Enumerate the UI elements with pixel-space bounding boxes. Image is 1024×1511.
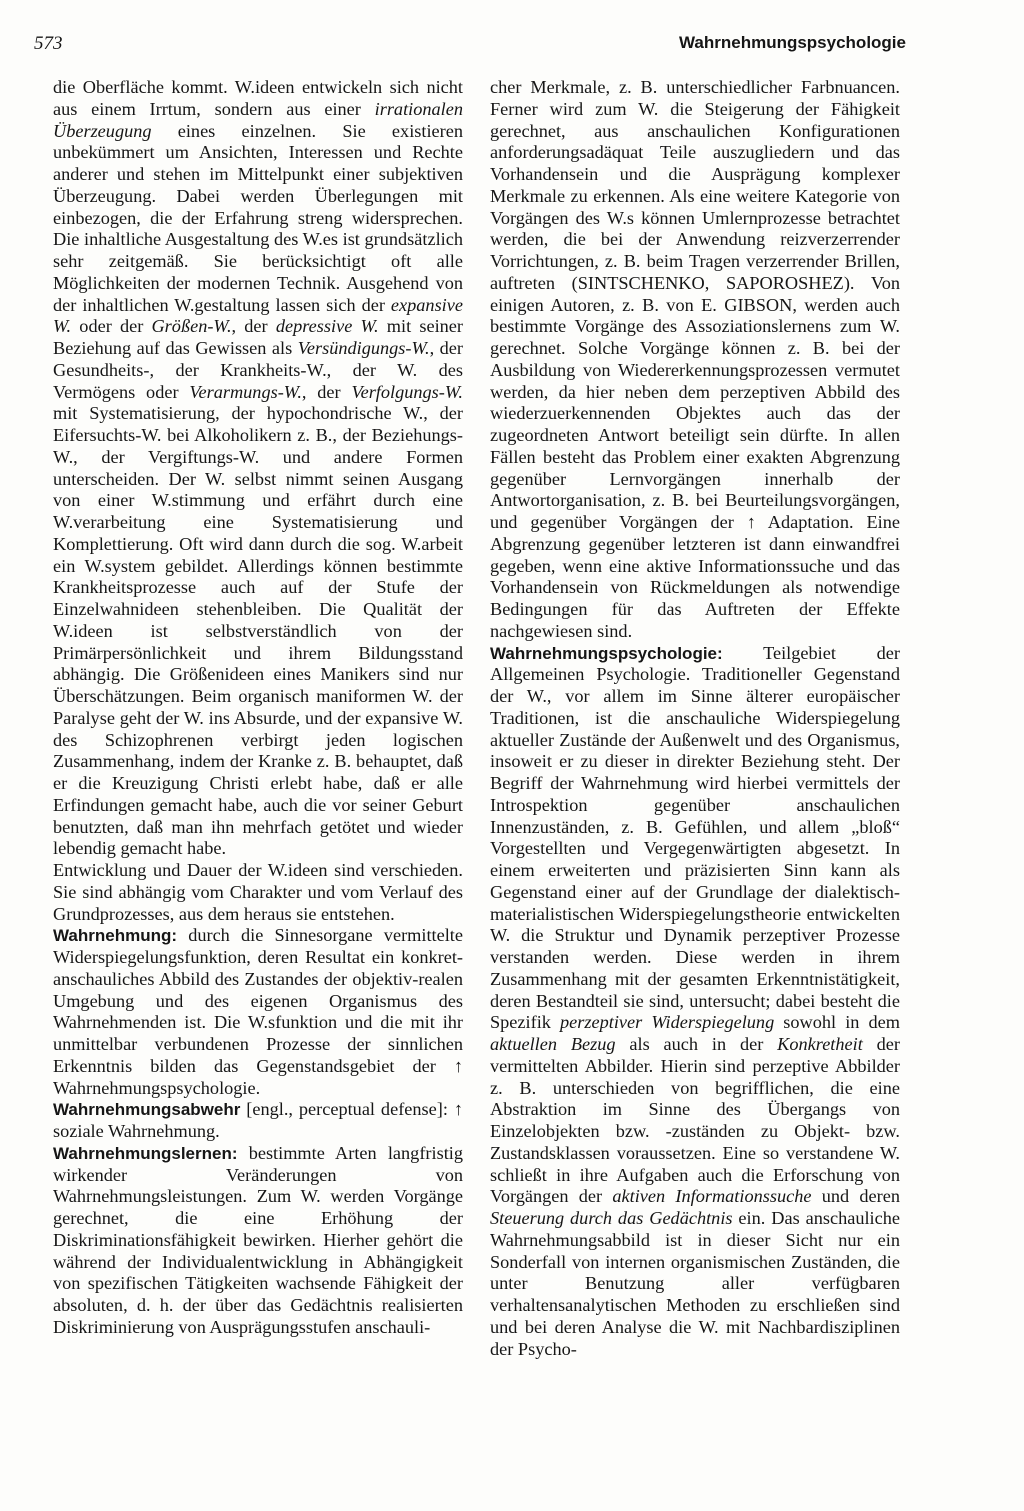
headword: Wahrnehmungsabwehr bbox=[53, 1100, 241, 1120]
italic-term: Steuerung durch das Gedächtnis bbox=[490, 1208, 733, 1228]
text-run: oder der bbox=[71, 316, 152, 337]
text-run: mit seiner Beziehung auf das Gewissen als bbox=[53, 316, 463, 358]
headword: Wahrnehmung: bbox=[53, 926, 178, 946]
text-run: ein. Das anschauliche Wahrnehmungsabbild ist in dieser Sicht nur ein Sonderfall von internen organismischen Zuständen, die unter Benutzung aller verfügbaren verhaltensanalytischen Methoden zu erschließen sind und bei deren Analyse die W. mit Nachbardisziplinen der Psycho- bbox=[490, 1208, 901, 1359]
text-run: sowohl in dem bbox=[774, 1012, 900, 1033]
entry-wahrnehmungspsychologie bbox=[490, 643, 900, 1361]
italic-term: Größen-W. bbox=[151, 316, 232, 337]
italic-term: irrationalen Überzeugung bbox=[53, 98, 463, 141]
italic-term: expansive W. bbox=[53, 294, 463, 337]
entry-wahrnehmungslernen bbox=[53, 1143, 463, 1339]
italic-term: aktiven Informationssuche bbox=[612, 1186, 812, 1207]
italic-term: aktuellen Bezug bbox=[490, 1034, 616, 1054]
italic-term: depressive W. bbox=[275, 316, 379, 337]
headword: Wahrnehmungspsychologie: bbox=[490, 643, 723, 663]
running-head: Wahrnehmungspsychologie bbox=[678, 33, 906, 52]
headword: Wahrnehmungslernen: bbox=[53, 1143, 238, 1163]
text-run: als auch in der bbox=[615, 1034, 778, 1054]
text-run: , der bbox=[301, 381, 352, 402]
text-run: und deren bbox=[811, 1186, 900, 1207]
italic-term: Verfolgungs-W. bbox=[351, 381, 463, 402]
text-run: mit Systematisierung, der hypochondrische W., der Eifersuchts-W. bei Alkoholikern z. B., der Beziehungs-W., der Vergiftungs-W. und andere Formen unterscheiden. Der W. selbst nimmt seinen Ausgang von einer W.stimmung und erfährt durch eine W.verarbeitung eine Systematisierung und Komplettierung. Oft wird dann durch die sog. W.arbeit ein W.system gebildet. Allerdings können bestimmte Krankheitsprozesse auch auf der Stufe der Einzelwahnideen stehenbleiben. Die Qualität der W.ideen ist selbstverständlich von der Primärpersönlichkeit und ihrem Bildungsstand abhängig. Die Größenideen eines Manikers sind nur Überschätzungen. Beim organisch maniformen W. der Paralyse geht der W. ins Absurde, und der expansive W. des Schizophrenen verbirgt jeden logischen Zusammenhang, indem der Kranke z. B. behauptet, daß er die Kreuzigung Christi erlebt habe, daß er alle Erfindungen gemacht habe, auch die vor seiner Geburt benutzten, daß man ihn mehrfach getötet und wieder lebendig gemacht habe. bbox=[53, 403, 463, 859]
text-run: , der Gesundheits-, der Krankheits-W., der W. des Vermögens oder bbox=[53, 338, 463, 402]
italic-term: Verarmungs-W. bbox=[189, 381, 302, 402]
text-run: die Oberfläche kommt. W.ideen entwickeln sich nicht aus einem Irrtum, sondern aus einer bbox=[53, 77, 463, 119]
italic-term: perzeptiver Widerspiegelung bbox=[560, 1012, 775, 1033]
paragraph: Entwicklung und Dauer der W.ideen sind verschieden. Sie sind abhängig vom Charakter und vom Verlauf des Grundprozesses, aus dem heraus sie entstehen. bbox=[53, 860, 463, 924]
entry-wahrnehmung bbox=[53, 925, 463, 1099]
continued-paragraph bbox=[53, 77, 463, 860]
entry-text: [engl., perceptual defense]: ↑ soziale Wahrnehmung. bbox=[53, 1099, 463, 1141]
text-run: Teilgebiet der Allgemeinen Psychologie. Traditioneller Gegenstand der W., vor allem im Sinne älterer europäischer Traditionen, ist die anschauliche Widerspiegelung aktueller Zustände der Außenwelt und des Organismus, insoweit er zu dieser in direkter Beziehung steht. Der Begriff der Wahrnehmung wird hierbei vermittels der Introspektion gegenüber anschaulichen Innenzuständen, z. B. Gefühlen, und allem „bloß“ Vorgestellten und Vergegenwärtigten abgesetzt. In einem erweiterten und präzisierten Sinn kann als Gegenstand einer auf der Grundlage der dialektisch-materialistischen Widerspiegelungstheorie entwickelten W. die Struktur und Dynamik perzeptiver Prozesse verstanden werden. Diese werden in ihrem Zusammenhang mit der gesamten Erkenntnistätigkeit, deren Bestandteil sie sind, untersucht; dabei besteht die Spezifik bbox=[490, 642, 900, 1033]
entry-text: bestimmte Arten langfristig wirkender Veränderungen von Wahrnehmungsleistungen. Zum W. werden Vorgänge gerechnet, die eine Erhöhung der Diskriminationsfähigkeit bewirken. Hierher gehört die während der Individualentwicklung in Abhängigkeit von spezifischen Tätigkeiten wachsende Fähigkeit der absoluten, d. h. der über das Gedächtnis realisierten Diskriminierung von Ausprägungsstufen anschauli- bbox=[53, 1142, 463, 1337]
continued-paragraph: cher Merkmale, z. B. unterschiedlicher Farbnuancen. Ferner wird zum W. die Steigerung der Fähigkeit gerechnet, aus anschaulichen Konfigurationen anforderungsadäquat Teile auszugliedern und das Vorhandensein und die Ausprägung komplexer Merkmale zu erkennen. Als eine weitere Kategorie von Vorgängen des W.s können Umlernprozesse betrachtet werden, die bei der Anwendung reizverzerrender Vorrichtungen, z. B. beim Tragen verzerrender Brillen, auftreten (SINTSCHENKO, SAPOROSHEZ). Von einigen Autoren, z. B. von E. GIBSON, werden auch bestimmte Vorgänge des Assoziationslernens zum W. gerechnet. Solche Vorgänge können z. B. bei der Ausbildung von Wiedererkennungsprozessen vermutet werden, da hier neben dem perzeptiven Abbild des wiederzuerkennenden Objektes auch das der zugeordneten Antwort beteiligt sein dürfte. In allen Fällen besteht das Problem einer exakten Abgrenzung gegenüber Lernvorgängen innerhalb der Antwortorganisation, z. B. bei Beurteilungsvorgängen, und gegenüber Vorgängen der ↑ Adaptation. Eine Abgrenzung gegenüber letzteren ist dann einwandfrei gegeben, wenn eine aktive Informationssuche und das Vorhandensein von Rückmeldungen als notwendige Bedingungen für das Auftreten der Effekte nachgewiesen sind. bbox=[490, 77, 900, 641]
italic-term: Versündigungs-W. bbox=[297, 338, 430, 358]
left-column bbox=[53, 77, 463, 1339]
entry-text: durch die Sinnesorgane vermittelte Widerspiegelungsfunktion, deren Resultat ein konkret-anschauliches Abbild des Zustandes der objektiv-realen Umgebung und des eigenen Organismus des Wahrnehmenden ist. Die W.sfunktion und die mit ihr unmittelbar verbundenen Prozesse der sinnlichen Erkenntnis bilden das Gegenstandsgebiet der ↑ Wahrnehmungspsychologie. bbox=[53, 925, 463, 1098]
right-column bbox=[490, 77, 900, 1360]
text-run: der vermittelten Abbilder. Hierin sind perzeptive Abbilder z. B. unterschieden von begrifflichen, die eine Abstraktion im Sinne des Übergangs von Einzelobjekten bzw. -zuständen zu Objekt- bzw. Zustandsklassen voraussetzen. Eine so verstandene W. schließt in ihre Aufgaben auch die Erforschung von Vorgängen der bbox=[490, 1034, 901, 1207]
text-run: , der bbox=[231, 316, 276, 337]
page-number: 573 bbox=[34, 33, 63, 54]
italic-term: Konkretheit bbox=[777, 1034, 863, 1054]
text-run: eines einzelnen. Sie existieren unbekümmert um Ansichten, Interessen und Rechte anderer und stehen im Mittelpunkt einer subjektiven Überzeugung. Dabei werden Überlegungen mit einbezogen, die der Erfahrung streng widersprechen. Die inhaltliche Ausgestaltung des W.es ist grundsätzlich sehr zeitgemäß. Sie berücksichtigt oft alle Möglichkeiten der modernen Technik. Ausgehend von der inhaltlichen W.gestaltung lassen sich der bbox=[53, 120, 463, 315]
entry-wahrnehmungsabwehr bbox=[53, 1099, 463, 1143]
